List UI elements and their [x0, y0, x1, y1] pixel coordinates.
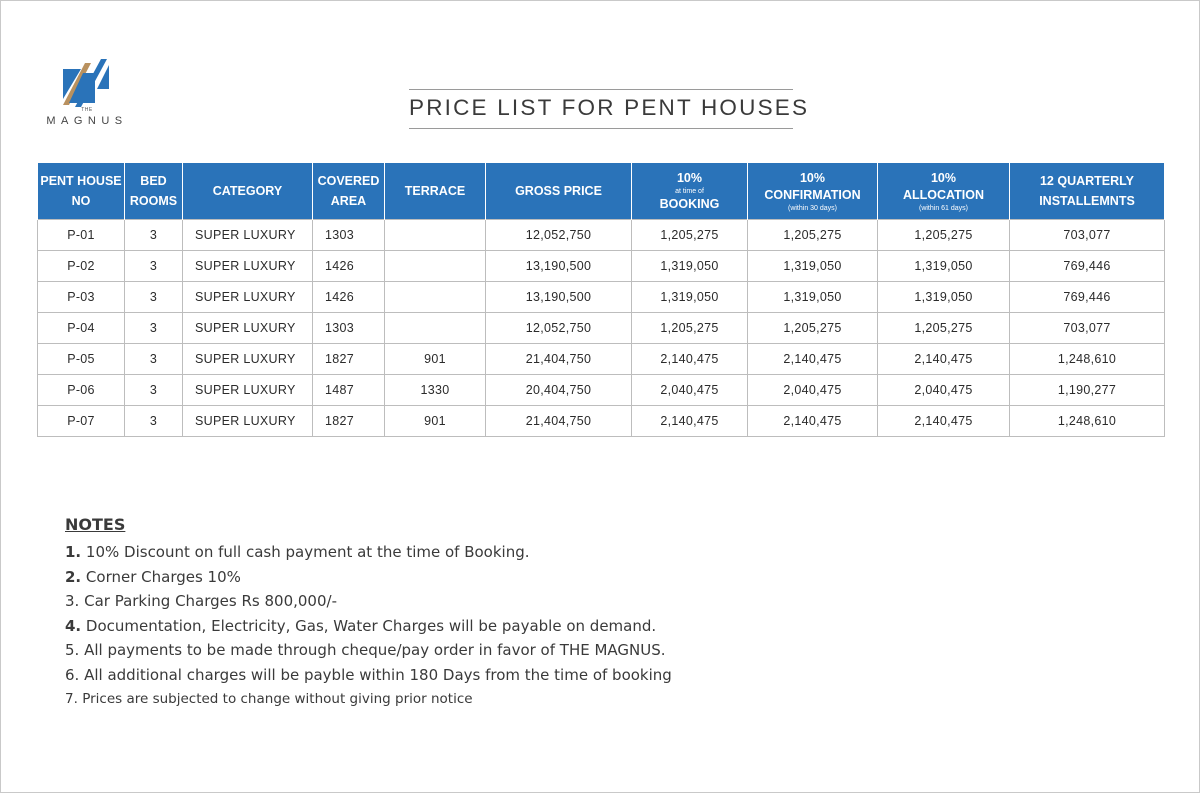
cell-no: P-06: [38, 375, 125, 406]
confirmation-label: CONFIRMATION: [764, 187, 861, 202]
cell-category: SUPER LUXURY: [183, 344, 313, 375]
cell-terrace: [385, 251, 486, 282]
cell-allocation: 2,140,475: [878, 406, 1010, 437]
title-bottom-rule: [409, 128, 793, 129]
note-text: Car Parking Charges Rs 800,000/-: [84, 592, 337, 610]
cell-gross: 12,052,750: [486, 313, 632, 344]
cell-confirmation: 1,319,050: [748, 282, 878, 313]
cell-category: SUPER LUXURY: [183, 313, 313, 344]
cell-booking: 1,319,050: [632, 282, 748, 313]
header-terrace: TERRACE: [385, 163, 486, 220]
header-allocation: [878, 163, 1010, 220]
cell-bed: 3: [125, 282, 183, 313]
cell-category: SUPER LUXURY: [183, 375, 313, 406]
cell-quarterly: 1,190,277: [1010, 375, 1165, 406]
header-quarterly-installments: 12 QUARTERLY INSTALLEMNTS: [1010, 163, 1165, 220]
cell-bed: 3: [125, 344, 183, 375]
cell-gross: 21,404,750: [486, 344, 632, 375]
header-covered-area: COVERED AREA: [313, 163, 385, 220]
cell-bed: 3: [125, 251, 183, 282]
cell-quarterly: 1,248,610: [1010, 344, 1165, 375]
cell-category: SUPER LUXURY: [183, 251, 313, 282]
page-title: PRICE LIST FOR PENT HOUSES: [409, 95, 810, 120]
booking-subtitle: at time of: [675, 187, 704, 195]
header-gross-price: GROSS PRICE: [486, 163, 632, 220]
table-row: [38, 251, 1165, 282]
note-number: 7.: [65, 691, 78, 707]
cell-quarterly: 703,077: [1010, 313, 1165, 344]
table-row: [38, 220, 1165, 251]
cell-covered: 1426: [313, 282, 385, 313]
cell-booking: 2,040,475: [632, 375, 748, 406]
note-text: Prices are subjected to change without giving prior notice: [82, 691, 473, 707]
cell-gross: 12,052,750: [486, 220, 632, 251]
booking-percent: 10%: [676, 170, 703, 185]
booking-label: BOOKING: [659, 196, 720, 211]
note-number: 5.: [65, 641, 80, 659]
cell-confirmation: 2,140,475: [748, 344, 878, 375]
cell-quarterly: 703,077: [1010, 220, 1165, 251]
cell-booking: 2,140,475: [632, 344, 748, 375]
cell-allocation: 1,205,275: [878, 220, 1010, 251]
table-row: [38, 375, 1165, 406]
note-number: 4.: [65, 616, 82, 635]
note-text: Documentation, Electricity, Gas, Water Charges will be payable on demand.: [85, 616, 657, 635]
cell-terrace: 1330: [385, 375, 486, 406]
table-header-row: [38, 163, 1165, 220]
header-category: CATEGORY: [183, 163, 313, 220]
price-table: [37, 163, 1165, 437]
note-item: [65, 540, 825, 565]
cell-allocation: 2,140,475: [878, 344, 1010, 375]
cell-category: SUPER LUXURY: [183, 220, 313, 251]
cell-bed: 3: [125, 313, 183, 344]
cell-covered: 1827: [313, 406, 385, 437]
header-booking: [632, 163, 748, 220]
cell-confirmation: 1,205,275: [748, 313, 878, 344]
cell-no: P-04: [38, 313, 125, 344]
cell-quarterly: 769,446: [1010, 251, 1165, 282]
header-bed-rooms: BED ROOMS: [125, 163, 183, 220]
logo-wordmark: MAGNUS: [46, 115, 128, 127]
allocation-subtitle: (within 61 days): [918, 204, 969, 212]
cell-terrace: [385, 220, 486, 251]
cell-confirmation: 2,140,475: [748, 406, 878, 437]
cell-no: P-02: [38, 251, 125, 282]
cell-booking: 2,140,475: [632, 406, 748, 437]
cell-confirmation: 1,205,275: [748, 220, 878, 251]
cell-allocation: 1,319,050: [878, 282, 1010, 313]
cell-covered: 1303: [313, 313, 385, 344]
cell-covered: 1426: [313, 251, 385, 282]
table-row: [38, 282, 1165, 313]
cell-no: P-03: [38, 282, 125, 313]
cell-terrace: 901: [385, 406, 486, 437]
cell-terrace: 901: [385, 344, 486, 375]
cell-covered: 1303: [313, 220, 385, 251]
table-row: [38, 313, 1165, 344]
header-confirmation: [748, 163, 878, 220]
cell-allocation: 1,205,275: [878, 313, 1010, 344]
cell-terrace: [385, 282, 486, 313]
logo-the-text: THE: [81, 107, 93, 113]
cell-gross: 13,190,500: [486, 251, 632, 282]
cell-confirmation: 1,319,050: [748, 251, 878, 282]
cell-category: SUPER LUXURY: [183, 406, 313, 437]
note-item: [65, 565, 825, 590]
table-row: [38, 406, 1165, 437]
cell-terrace: [385, 313, 486, 344]
note-item: [65, 638, 825, 663]
allocation-percent: 10%: [930, 170, 957, 185]
header-pent-house-no: PENT HOUSE NO: [38, 163, 125, 220]
cell-allocation: 2,040,475: [878, 375, 1010, 406]
cell-quarterly: 1,248,610: [1010, 406, 1165, 437]
note-number: 1.: [65, 543, 82, 561]
cell-gross: 20,404,750: [486, 375, 632, 406]
note-item: [65, 589, 825, 614]
cell-allocation: 1,319,050: [878, 251, 1010, 282]
table-row: [38, 344, 1165, 375]
note-number: 6.: [65, 665, 80, 684]
cell-no: P-01: [38, 220, 125, 251]
cell-covered: 1487: [313, 375, 385, 406]
allocation-label: ALLOCATION: [902, 187, 984, 202]
note-text: 10% Discount on full cash payment at the time of Booking.: [85, 543, 530, 561]
note-item: [65, 663, 825, 688]
note-number: 3.: [65, 592, 80, 610]
cell-no: P-07: [38, 406, 125, 437]
confirmation-subtitle: (within 30 days): [787, 204, 838, 212]
notes-heading: NOTES: [65, 515, 126, 534]
note-number: 2.: [65, 567, 82, 586]
notes-section: [65, 515, 825, 712]
cell-booking: 1,319,050: [632, 251, 748, 282]
confirmation-percent: 10%: [799, 170, 826, 185]
cell-booking: 1,205,275: [632, 313, 748, 344]
cell-bed: 3: [125, 220, 183, 251]
magnus-logo-icon: [61, 59, 113, 107]
cell-bed: 3: [125, 375, 183, 406]
cell-bed: 3: [125, 406, 183, 437]
cell-category: SUPER LUXURY: [183, 282, 313, 313]
cell-no: P-05: [38, 344, 125, 375]
cell-quarterly: 769,446: [1010, 282, 1165, 313]
title-block: [409, 89, 810, 129]
cell-gross: 21,404,750: [486, 406, 632, 437]
cell-covered: 1827: [313, 344, 385, 375]
note-text: All payments to be made through cheque/pay order in favor of THE MAGNUS.: [84, 641, 666, 659]
cell-gross: 13,190,500: [486, 282, 632, 313]
cell-booking: 1,205,275: [632, 220, 748, 251]
note-item: [65, 614, 825, 639]
note-text: All additional charges will be payble within 180 Days from the time of booking: [84, 665, 672, 684]
magnus-logo: [37, 59, 137, 133]
cell-confirmation: 2,040,475: [748, 375, 878, 406]
note-item: [65, 687, 825, 712]
note-text: Corner Charges 10%: [85, 567, 241, 586]
